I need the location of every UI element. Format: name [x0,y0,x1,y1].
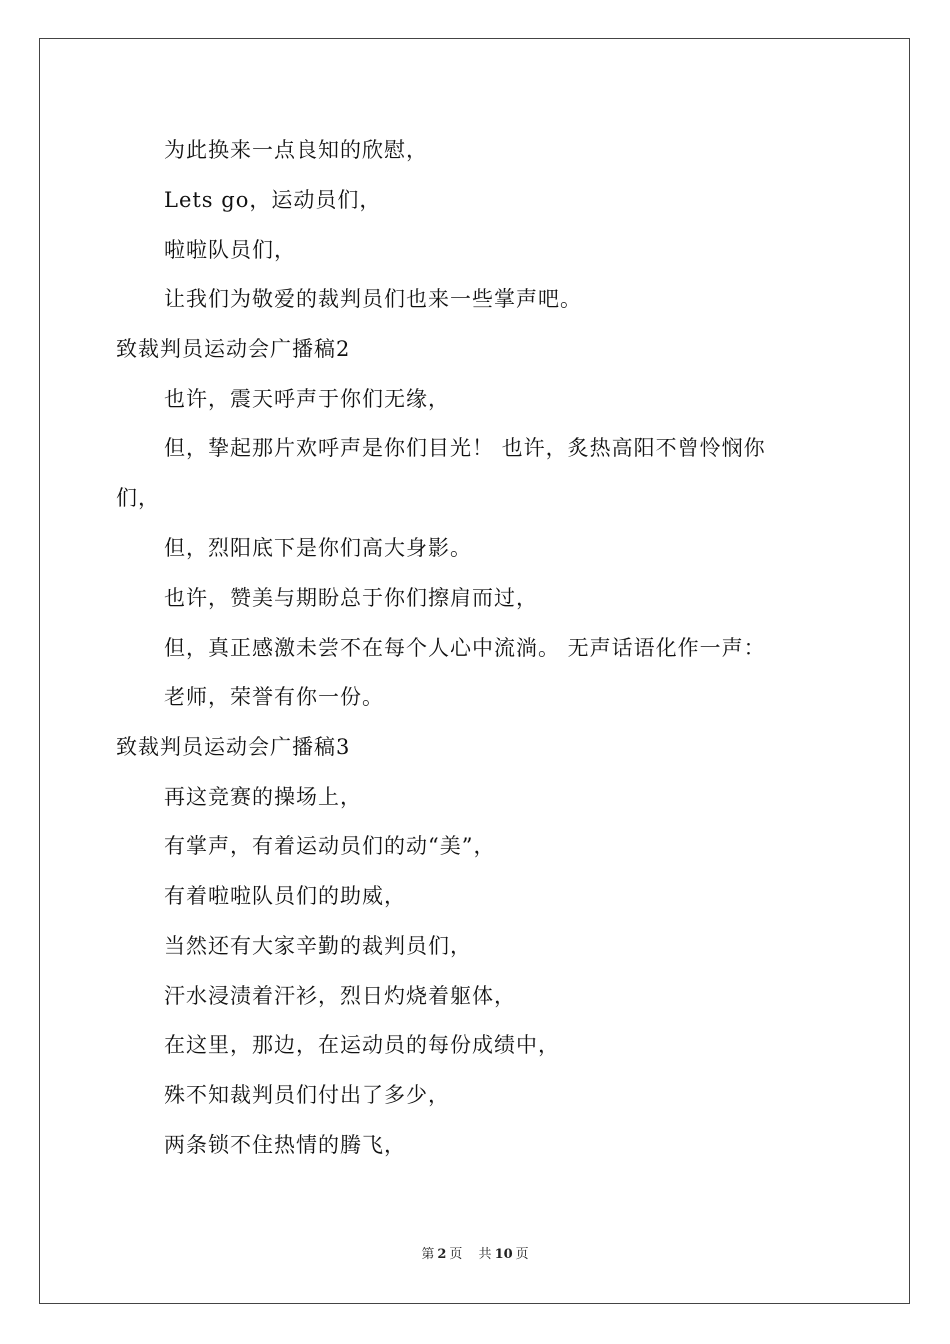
paragraph-line: 当然还有大家辛勤的裁判员们， [164,934,472,958]
paragraph-line: 再这竞赛的操场上， [164,785,362,809]
paragraph-line: 在这里，那边，在运动员的每份成绩中， [164,1033,560,1057]
paragraph-line: 但，真正感激未尝不在每个人心中流淌。 无声话语化作一声： [164,636,766,660]
paragraph-line: 有掌声，有着运动员们的动“美”， [164,834,496,858]
page-footer [0,1246,950,1264]
total-pages: 10 [494,1247,513,1262]
page-suffix: 页 [449,1247,463,1262]
paragraph-line: 但，烈阳底下是你们高大身影。 [164,536,472,560]
paragraph-line: 汗水浸渍着汗衫，烈日灼烧着躯体， [164,984,516,1008]
page-frame [39,38,910,1304]
page-indicator [418,1247,465,1262]
paragraph-line: 也许，震天呼声于你们无缘， [164,387,450,411]
total-suffix: 页 [515,1247,529,1262]
paragraph-line: 但，挚起那片欢呼声是你们目光！ 也许，炙热高阳不曾怜悯你 [164,436,766,460]
paragraph-line: 为此换来一点良知的欣慰， [164,138,428,162]
paragraph-line: 也许，赞美与期盼总于你们擦肩而过， [164,586,538,610]
paragraph-line: 有着啦啦队员们的助威， [164,884,406,908]
paragraph-line: 两条锁不住热情的腾飞， [164,1133,406,1157]
paragraph-line: 殊不知裁判员们付出了多少， [164,1083,450,1107]
paragraph-line: 们， [116,486,160,510]
paragraph-line: Lets go，运动员们， [164,188,382,212]
paragraph-line: 啦啦队员们， [164,238,296,262]
total-prefix: 共 [478,1247,492,1262]
total-indicator [476,1247,532,1262]
section-heading: 致裁判员运动会广播稿3 [116,735,351,759]
page-prefix: 第 [421,1247,435,1262]
page-number: 2 [437,1247,447,1262]
section-heading: 致裁判员运动会广播稿2 [116,337,351,361]
paragraph-line: 老师，荣誉有你一份。 [164,685,384,709]
paragraph-line: 让我们为敬爱的裁判员们也来一些掌声吧。 [164,287,582,311]
